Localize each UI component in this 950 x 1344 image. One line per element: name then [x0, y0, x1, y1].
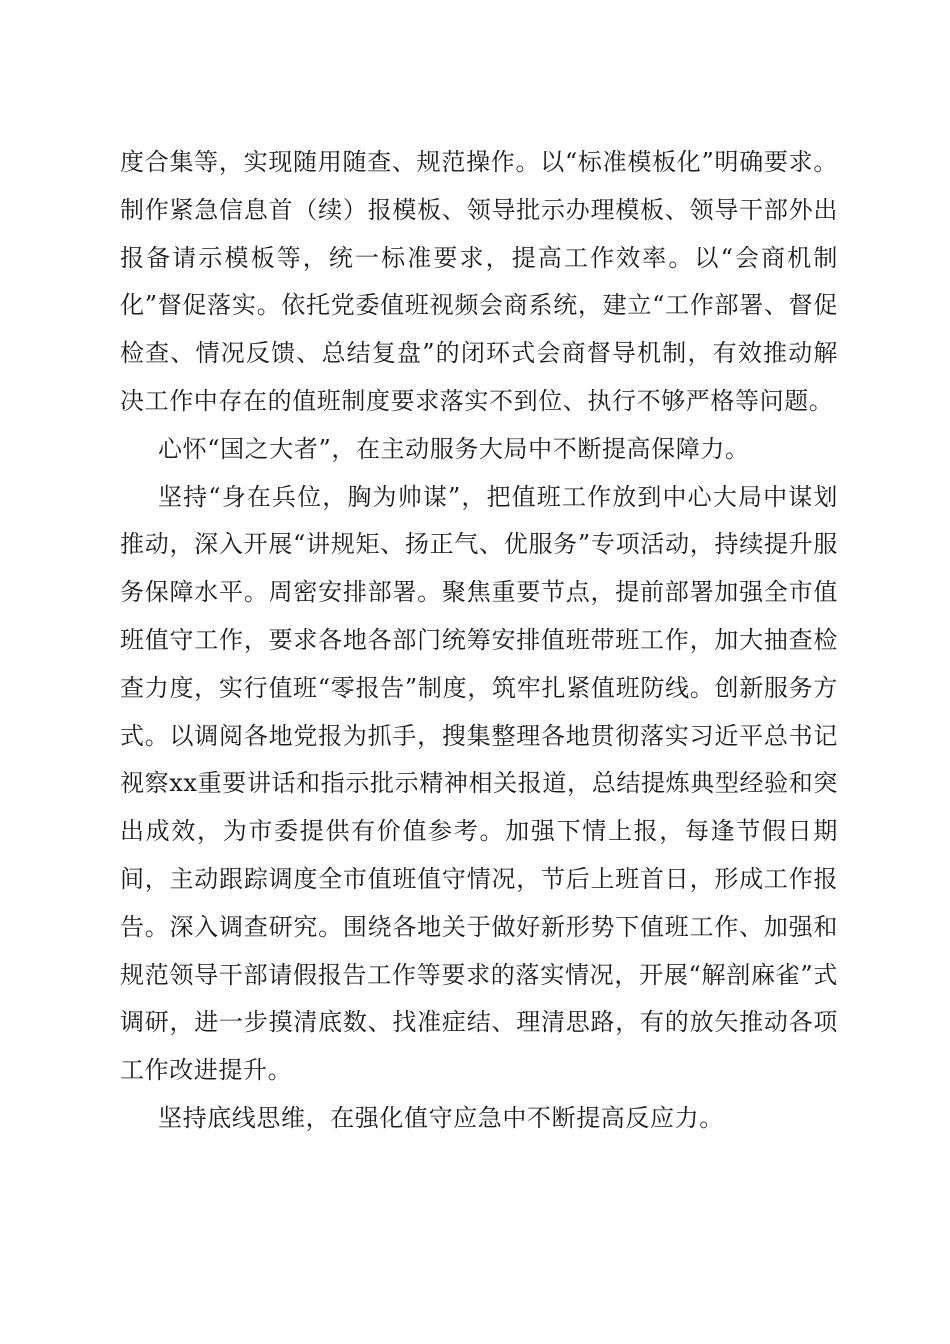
document-body: [120, 139, 838, 1143]
section-heading-service: 心怀“国之大者”，在主动服务大局中不断提高保障力。: [158, 434, 750, 463]
section-heading-emergency: 坚持底线思维，在强化值守应急中不断提高反应力。: [158, 1103, 724, 1132]
paragraph-continuation: 度合集等，实现随用随查、规范操作。以“标准模板化”明确要求。制作紧急信息首（续）报模板、领导批示办理模板、领导干部外出报备请示模板等，统一标准要求，提高工作效率。以“会商机制化”督促落实。依托党委值班视频会商系统，建立“工作部署、督促检查、情况反馈、总结复盘”的闭环式会商督导机制，有效推动解决工作中存在的值班制度要求落实不到位、执行不够严格等问题。: [120, 148, 838, 415]
paragraph-service: 坚持“身在兵位，胸为帅谋”，把值班工作放到中心大局中谋划推动，深入开展“讲规矩、扬正气、优服务”专项活动，持续提升服务保障水平。周密安排部署。聚焦重要节点，提前部署加强全市值班值守工作，要求各地各部门统筹安排值班带班工作，加大抽查检查力度，实行值班“零报告”制度，筑牢扎紧值班防线。创新服务方式。以调阅各地党报为抓手，搜集整理各地贯彻落实习近平总书记视察xx重要讲话和指示批示精神相关报道，总结提炼典型经验和突出成效，为市委提供有价值参考。加强下情上报，每逢节假日期间，主动跟踪调度全市值班值守情况，节后上班首日，形成工作报告。深入调查研究。围绕各地关于做好新形势下值班工作、加强和规范领导干部请假报告工作等要求的落实情况，开展“解剖麻雀”式调研，进一步摸清底数、找准症结、理清思路，有的放矢推动各项工作改进提升。: [120, 482, 838, 1085]
